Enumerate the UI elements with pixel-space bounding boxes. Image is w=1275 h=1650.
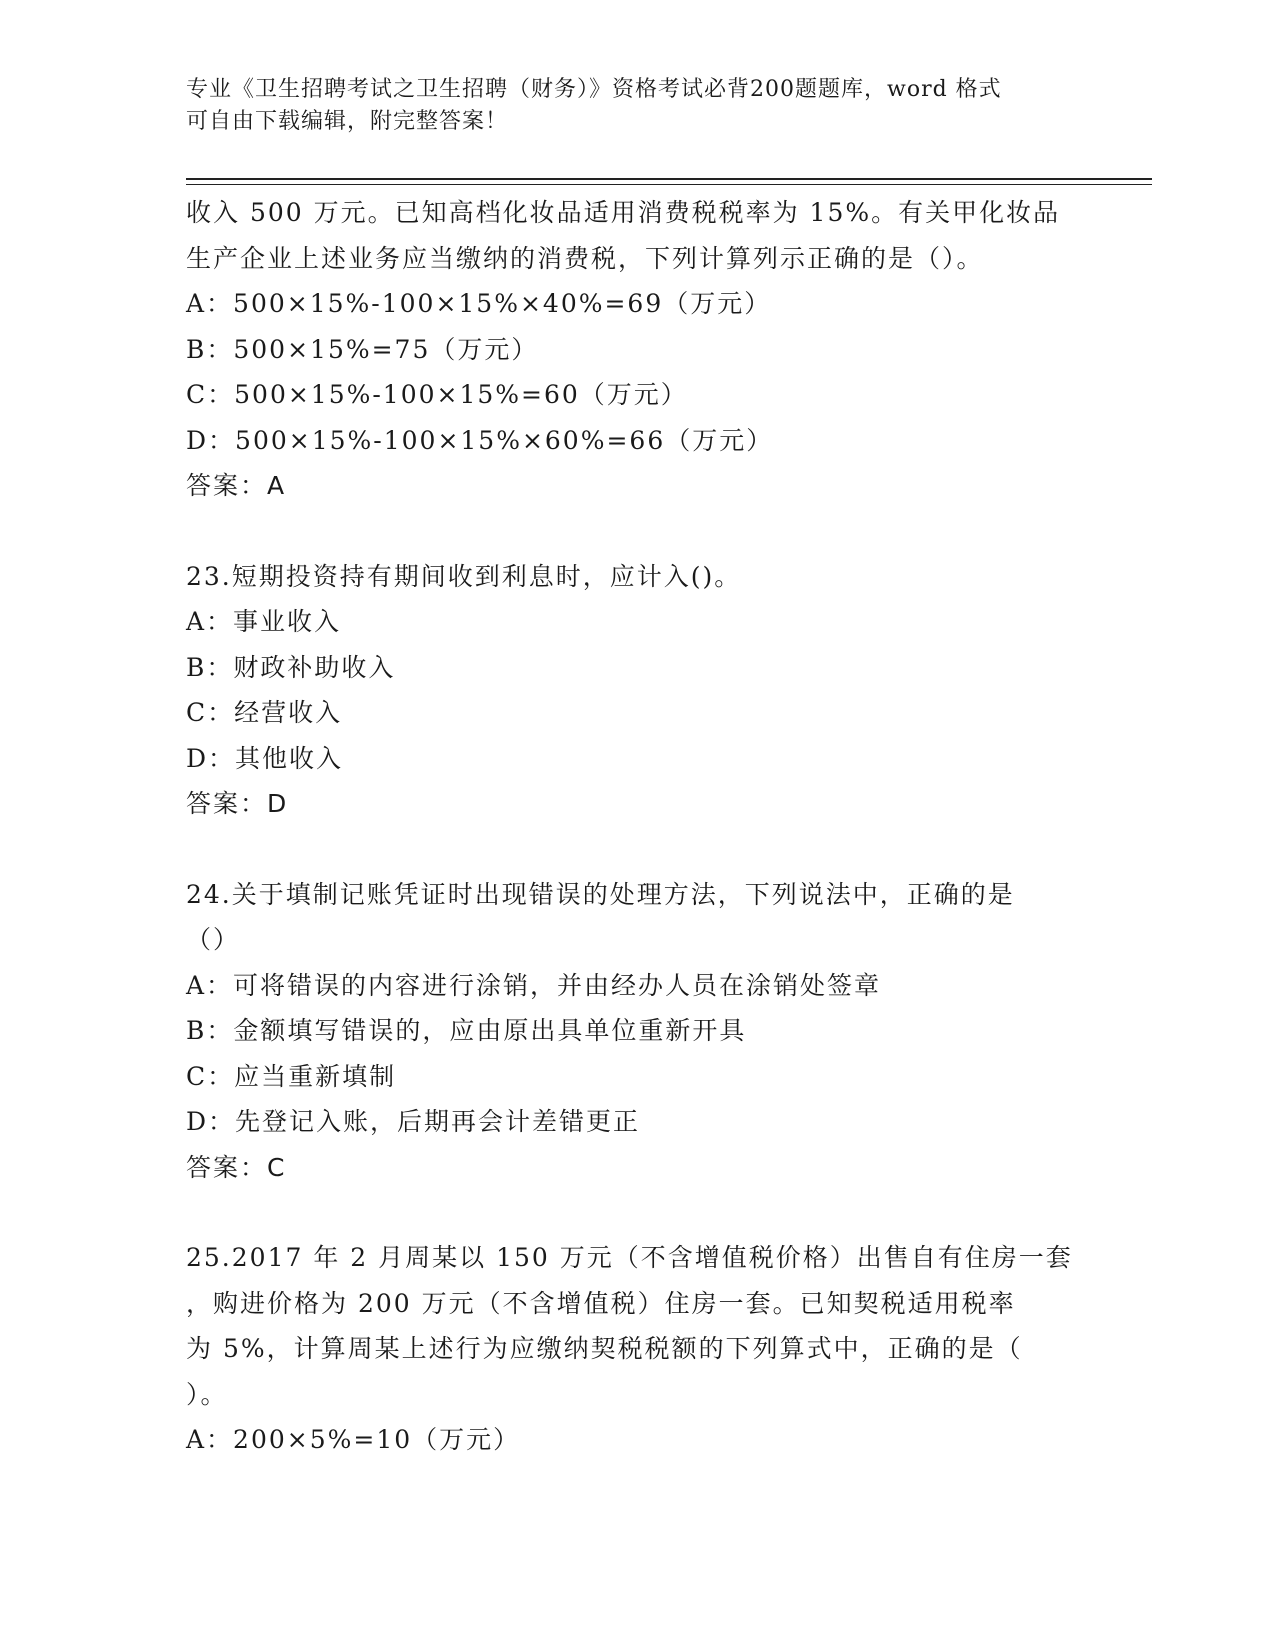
option-c: C：经营收入 <box>186 698 343 727</box>
question-text-line: （） <box>186 925 241 954</box>
answer-line: 答案：D <box>186 789 289 818</box>
option-b: B：财政补助收入 <box>186 652 396 682</box>
question-23 <box>186 554 1066 827</box>
header-title-line-1: 专业《卫生招聘考试之卫生招聘（财务）》资格考试必背200题题库，word 格式 <box>186 77 1002 102</box>
question-text-line: 23.短期投资持有期间收到利息时，应计入()。 <box>186 561 742 591</box>
question-text-line: 为 5%，计算周某上述行为应缴纳契税税额的下列算式中，正确的是（ <box>186 1334 1023 1363</box>
question-24 <box>186 872 1066 1191</box>
option-b: B：金额填写错误的，应由原出具单位重新开具 <box>186 1016 747 1045</box>
question-text-line: 收入 500 万元。已知高档化妆品适用消费税税率为 15%。有关甲化妆品 <box>186 198 1061 227</box>
option-d: D：500×15%-100×15%×60%=66（万元） <box>186 425 774 455</box>
option-d: D：其他收入 <box>186 743 344 773</box>
question-spacer <box>186 509 1066 554</box>
option-a: A：500×15%-100×15%×40%=69（万元） <box>186 289 772 318</box>
answer-line: 答案：A <box>186 471 287 500</box>
header-divider-thick <box>186 178 1152 180</box>
question-25 <box>186 1235 1073 1463</box>
question-spacer <box>186 827 1066 872</box>
option-d: D：先登记入账，后期再会计差错更正 <box>186 1107 641 1136</box>
question-spacer <box>186 1190 1066 1235</box>
option-a: A：200×5%=10（万元） <box>186 1425 521 1454</box>
question-22 <box>186 190 1066 509</box>
question-text-line: ，购进价格为 200 万元（不含增值税）住房一套。已知契税适用税率 <box>186 1288 1016 1318</box>
option-c: C：应当重新填制 <box>186 1061 397 1091</box>
option-a: A：可将错误的内容进行涂销，并由经办人员在涂销处签章 <box>186 970 882 1000</box>
answer-line: 答案：C <box>186 1152 287 1182</box>
option-c: C：500×15%-100×15%=60（万元） <box>186 380 688 409</box>
question-text-line: ）。 <box>186 1379 228 1409</box>
header-title-line-2: 可自由下载编辑，附完整答案！ <box>186 109 509 134</box>
question-text-line: 25.2017 年 2 月周某以 150 万元（不含增值税价格）出售自有住房一套 <box>186 1243 1073 1272</box>
option-a: A：事业收入 <box>186 607 342 636</box>
header-divider-thin <box>186 184 1152 185</box>
document-body <box>186 190 1073 1463</box>
option-b: B：500×15%=75（万元） <box>186 334 539 364</box>
question-text-line: 24.关于填制记账凭证时出现错误的处理方法，下列说法中，正确的是 <box>186 879 1015 909</box>
question-text-line: 生产企业上述业务应当缴纳的消费税，下列计算列示正确的是（）。 <box>186 243 984 273</box>
document-header <box>186 74 1066 138</box>
